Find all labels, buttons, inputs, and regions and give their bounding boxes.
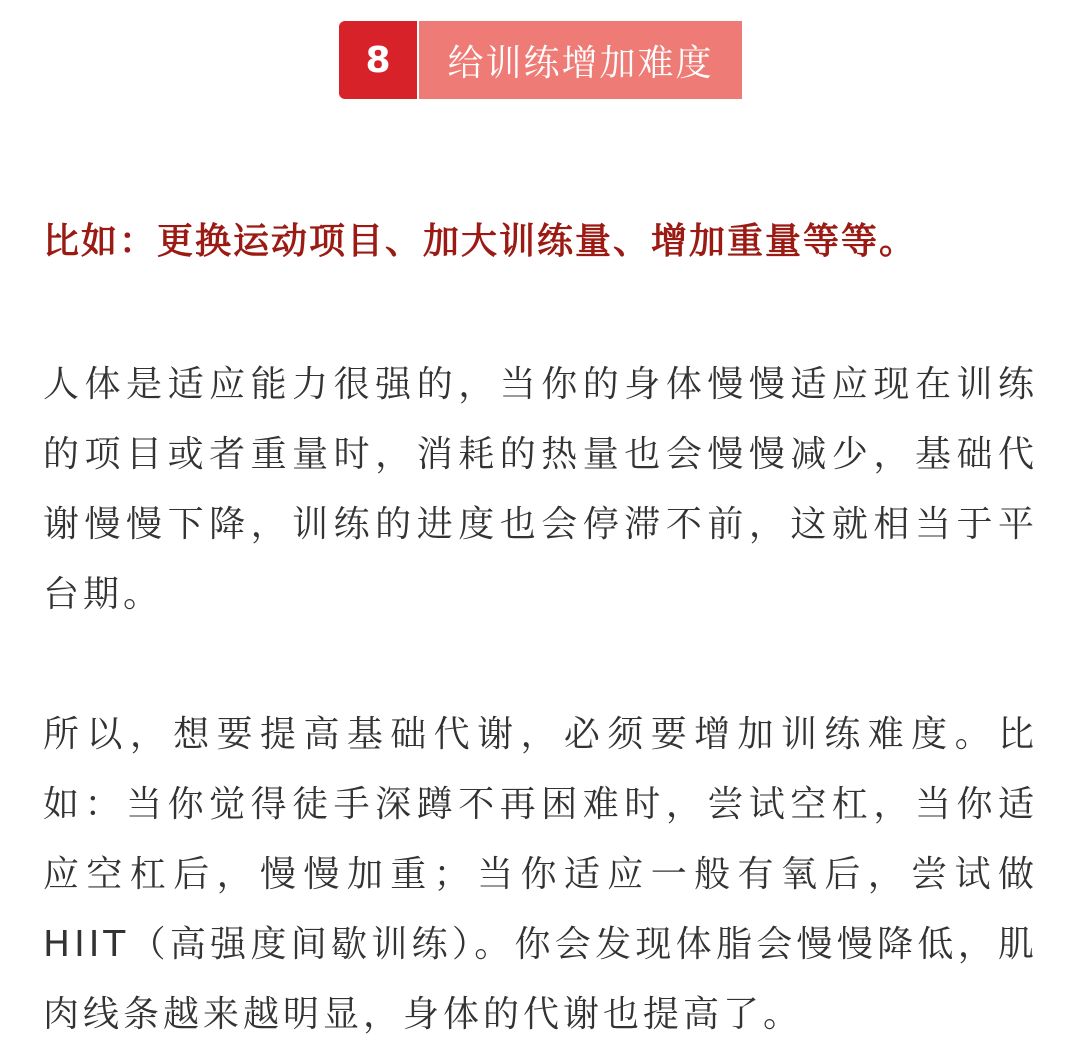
section-title: 给训练增加难度 [419,21,742,99]
paragraph-1: 人体是适应能力很强的，当你的身体慢慢适应现在训练的项目或者重量时，消耗的热量也会慢慢减少，基础代谢慢慢下降，训练的进度也会停滞不前，这就相当于平台期。 [43,364,1038,615]
paragraph-2: 所以，想要提高基础代谢，必须要增加训练难度。比如：当你觉得徒手深蹲不再困难时，尝试空杠，当你适应空杠后，慢慢加重；当你适应一般有氧后，尝试做HIIT（高强度间歇训练）。你会发现体脂会慢慢降低，肌肉线条越来越明显，身体的代谢也提高了。 [43,714,1038,1035]
section-header [339,21,742,99]
section-number: 8 [339,21,417,99]
highlight-text: 比如：更换运动项目、加大训练量、增加重量等等。 [43,221,918,262]
